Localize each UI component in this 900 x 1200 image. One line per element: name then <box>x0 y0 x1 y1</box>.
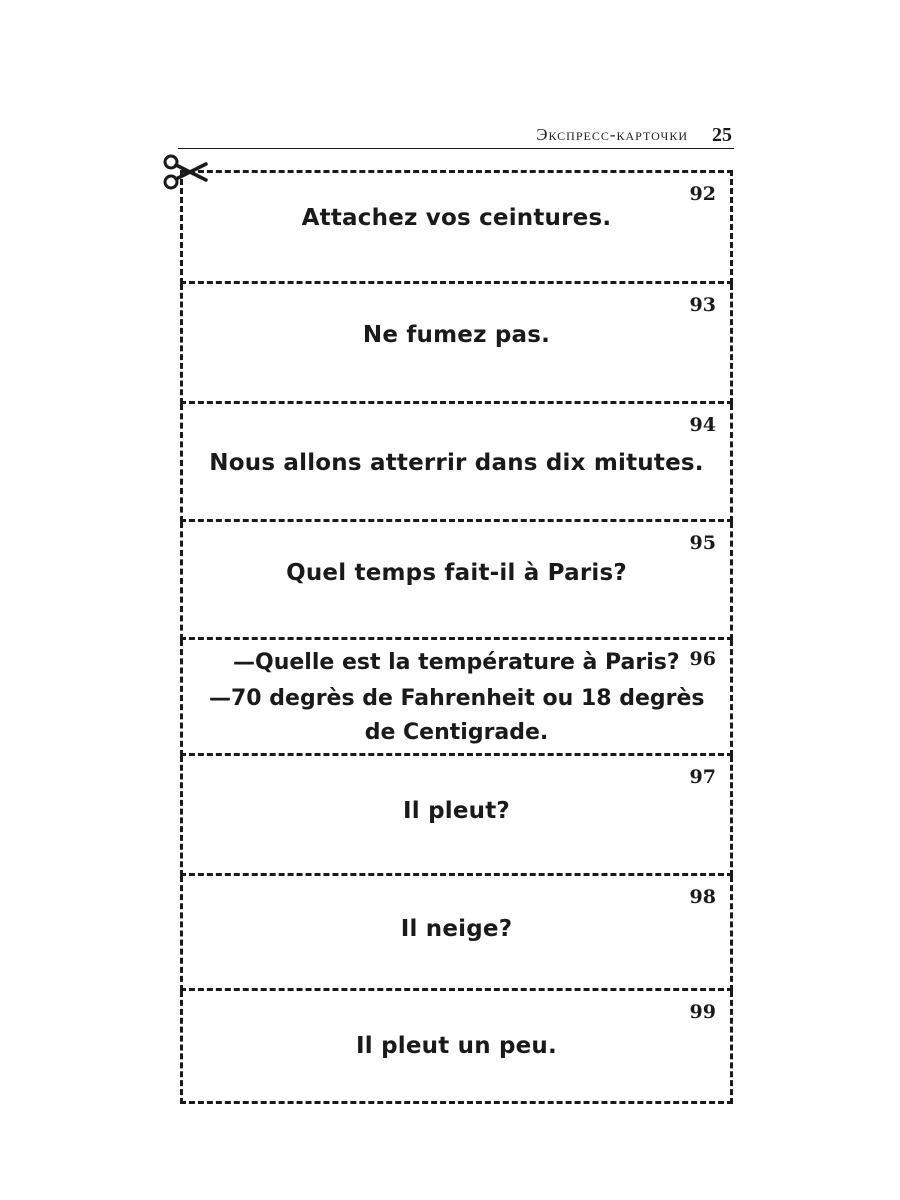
card-text: Il pleut? <box>403 798 510 824</box>
flashcard-93 <box>180 284 733 404</box>
card-number: 92 <box>689 183 716 205</box>
flashcard-94 <box>180 404 733 522</box>
card-text: Il pleut un peu. <box>356 1033 557 1059</box>
card-number: 94 <box>689 414 716 436</box>
running-header <box>178 124 734 149</box>
card-number: 99 <box>689 1001 716 1023</box>
header-title: Экспресс-карточки <box>536 125 688 144</box>
card-text-line-1: —Quelle est la température à Paris? <box>233 650 680 675</box>
card-number: 96 <box>689 648 716 670</box>
card-text: Attachez vos ceintures. <box>301 205 612 231</box>
card-text: Quel temps fait-il à Paris? <box>286 560 627 586</box>
flashcard-99 <box>180 991 733 1104</box>
page-number: 25 <box>712 124 732 146</box>
flashcard-96 <box>180 640 733 756</box>
flashcard-sheet <box>180 170 733 1104</box>
card-text: Ne fumez pas. <box>362 322 551 348</box>
flashcard-97 <box>180 756 733 876</box>
card-text: Il neige? <box>400 916 513 942</box>
card-number: 98 <box>689 886 716 908</box>
card-number: 97 <box>689 766 716 788</box>
flashcard-92 <box>180 170 733 284</box>
card-number: 95 <box>689 532 716 554</box>
flashcard-95 <box>180 522 733 640</box>
card-text-line-2: —70 degrès de Fahrenheit ou 18 degrès <box>209 686 705 711</box>
card-text-line-3: de Centigrade. <box>364 720 549 745</box>
card-number: 93 <box>689 294 716 316</box>
flashcard-98 <box>180 876 733 991</box>
card-text: Nous allons atterrir dans dix mitutes. <box>209 450 704 476</box>
